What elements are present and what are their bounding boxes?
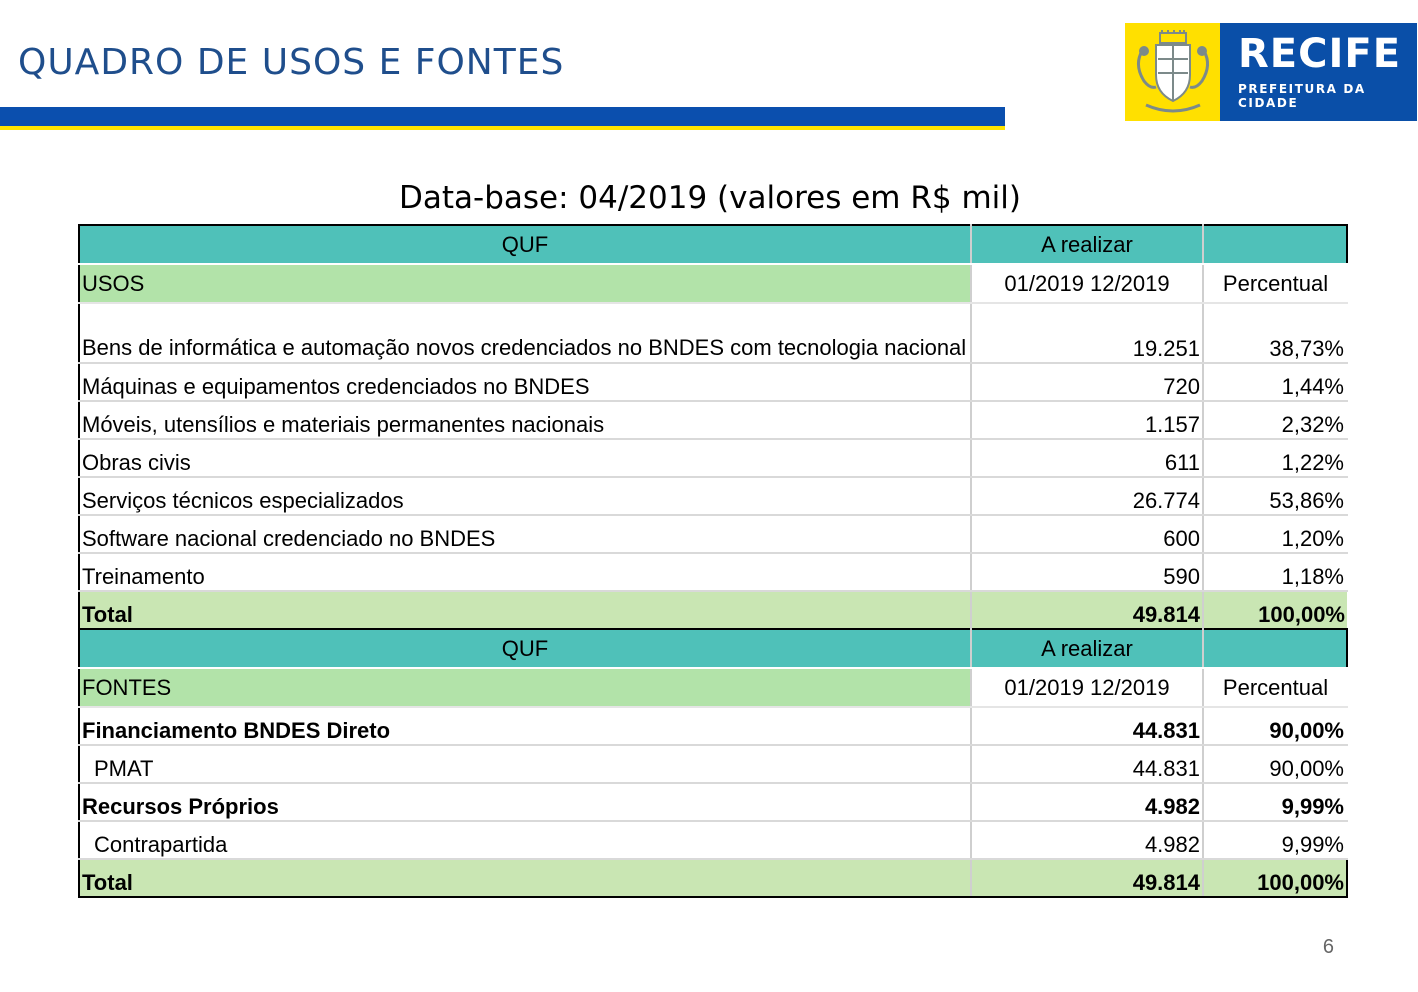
fontes-subheader-row xyxy=(79,668,1347,707)
row-value: 26.774 xyxy=(971,477,1203,515)
table-row xyxy=(79,401,1347,439)
logo-wordmark: RECIFE xyxy=(1238,31,1402,77)
fontes-header-row xyxy=(79,629,1347,668)
page-title: QUADRO DE USOS E FONTES xyxy=(18,42,565,83)
header-label: QUF xyxy=(79,629,971,668)
row-label: Máquinas e equipamentos credenciados no BNDES xyxy=(79,363,971,401)
row-label: Obras civis xyxy=(79,439,971,477)
table-row xyxy=(79,707,1347,745)
total-value: 49.814 xyxy=(971,591,1203,629)
period-label: 01/2019 12/2019 xyxy=(971,264,1203,303)
recife-logo xyxy=(1125,23,1417,121)
coat-of-arms-icon xyxy=(1125,23,1220,121)
row-percent: 1,20% xyxy=(1203,515,1347,553)
total-label: Total xyxy=(79,859,971,897)
usos-header-row xyxy=(79,225,1347,264)
percent-header: Percentual xyxy=(1203,668,1347,707)
row-label: Serviços técnicos especializados xyxy=(79,477,971,515)
uses-and-sources-table xyxy=(78,224,1348,898)
fontes-total-row xyxy=(79,859,1347,897)
table-row xyxy=(79,363,1347,401)
row-percent: 90,00% xyxy=(1203,707,1347,745)
row-label: PMAT xyxy=(79,745,971,783)
table-row xyxy=(79,439,1347,477)
row-value: 600 xyxy=(971,515,1203,553)
row-value: 720 xyxy=(971,363,1203,401)
percent-header: Percentual xyxy=(1203,264,1347,303)
row-value: 1.157 xyxy=(971,401,1203,439)
section-label: USOS xyxy=(79,264,971,303)
section-label: FONTES xyxy=(79,668,971,707)
title-underline-blue xyxy=(0,107,1005,126)
row-label: Contrapartida xyxy=(79,821,971,859)
row-percent: 38,73% xyxy=(1203,303,1347,363)
row-percent: 1,22% xyxy=(1203,439,1347,477)
row-label: Financiamento BNDES Direto xyxy=(79,707,971,745)
row-label: Recursos Próprios xyxy=(79,783,971,821)
usos-total-row xyxy=(79,591,1347,629)
row-label: Treinamento xyxy=(79,553,971,591)
table-row xyxy=(79,303,1347,363)
total-value: 49.814 xyxy=(971,859,1203,897)
logo-subtitle: PREFEITURA DA CIDADE xyxy=(1238,82,1366,110)
row-value: 611 xyxy=(971,439,1203,477)
row-label: Software nacional credenciado no BNDES xyxy=(79,515,971,553)
row-percent: 90,00% xyxy=(1203,745,1347,783)
row-percent: 1,18% xyxy=(1203,553,1347,591)
row-value: 44.831 xyxy=(971,745,1203,783)
header-label: QUF xyxy=(79,225,971,264)
row-label: Bens de informática e automação novos credenciados no BNDES com tecnologia nacional xyxy=(79,303,971,363)
row-percent: 9,99% xyxy=(1203,783,1347,821)
total-label: Total xyxy=(79,591,971,629)
table-row xyxy=(79,783,1347,821)
row-value: 19.251 xyxy=(971,303,1203,363)
total-percent: 100,00% xyxy=(1203,591,1347,629)
usos-subheader-row xyxy=(79,264,1347,303)
header-period: A realizar xyxy=(971,629,1203,668)
table-row xyxy=(79,821,1347,859)
row-percent: 1,44% xyxy=(1203,363,1347,401)
row-percent: 2,32% xyxy=(1203,401,1347,439)
page-number: 6 xyxy=(1322,936,1334,958)
title-underline-yellow xyxy=(0,126,1005,130)
header-empty xyxy=(1203,225,1347,264)
table-row xyxy=(79,477,1347,515)
table-row xyxy=(79,745,1347,783)
header-empty xyxy=(1203,629,1347,668)
row-value: 4.982 xyxy=(971,821,1203,859)
row-label: Móveis, utensílios e materiais permanentes nacionais xyxy=(79,401,971,439)
total-percent: 100,00% xyxy=(1203,859,1347,897)
row-value: 44.831 xyxy=(971,707,1203,745)
row-percent: 53,86% xyxy=(1203,477,1347,515)
row-value: 4.982 xyxy=(971,783,1203,821)
period-label: 01/2019 12/2019 xyxy=(971,668,1203,707)
header-period: A realizar xyxy=(971,225,1203,264)
data-base-subtitle: Data-base: 04/2019 (valores em R$ mil) xyxy=(399,180,1021,216)
row-value: 590 xyxy=(971,553,1203,591)
table-row xyxy=(79,515,1347,553)
table-row xyxy=(79,553,1347,591)
logo-text-block xyxy=(1220,23,1417,121)
row-percent: 9,99% xyxy=(1203,821,1347,859)
